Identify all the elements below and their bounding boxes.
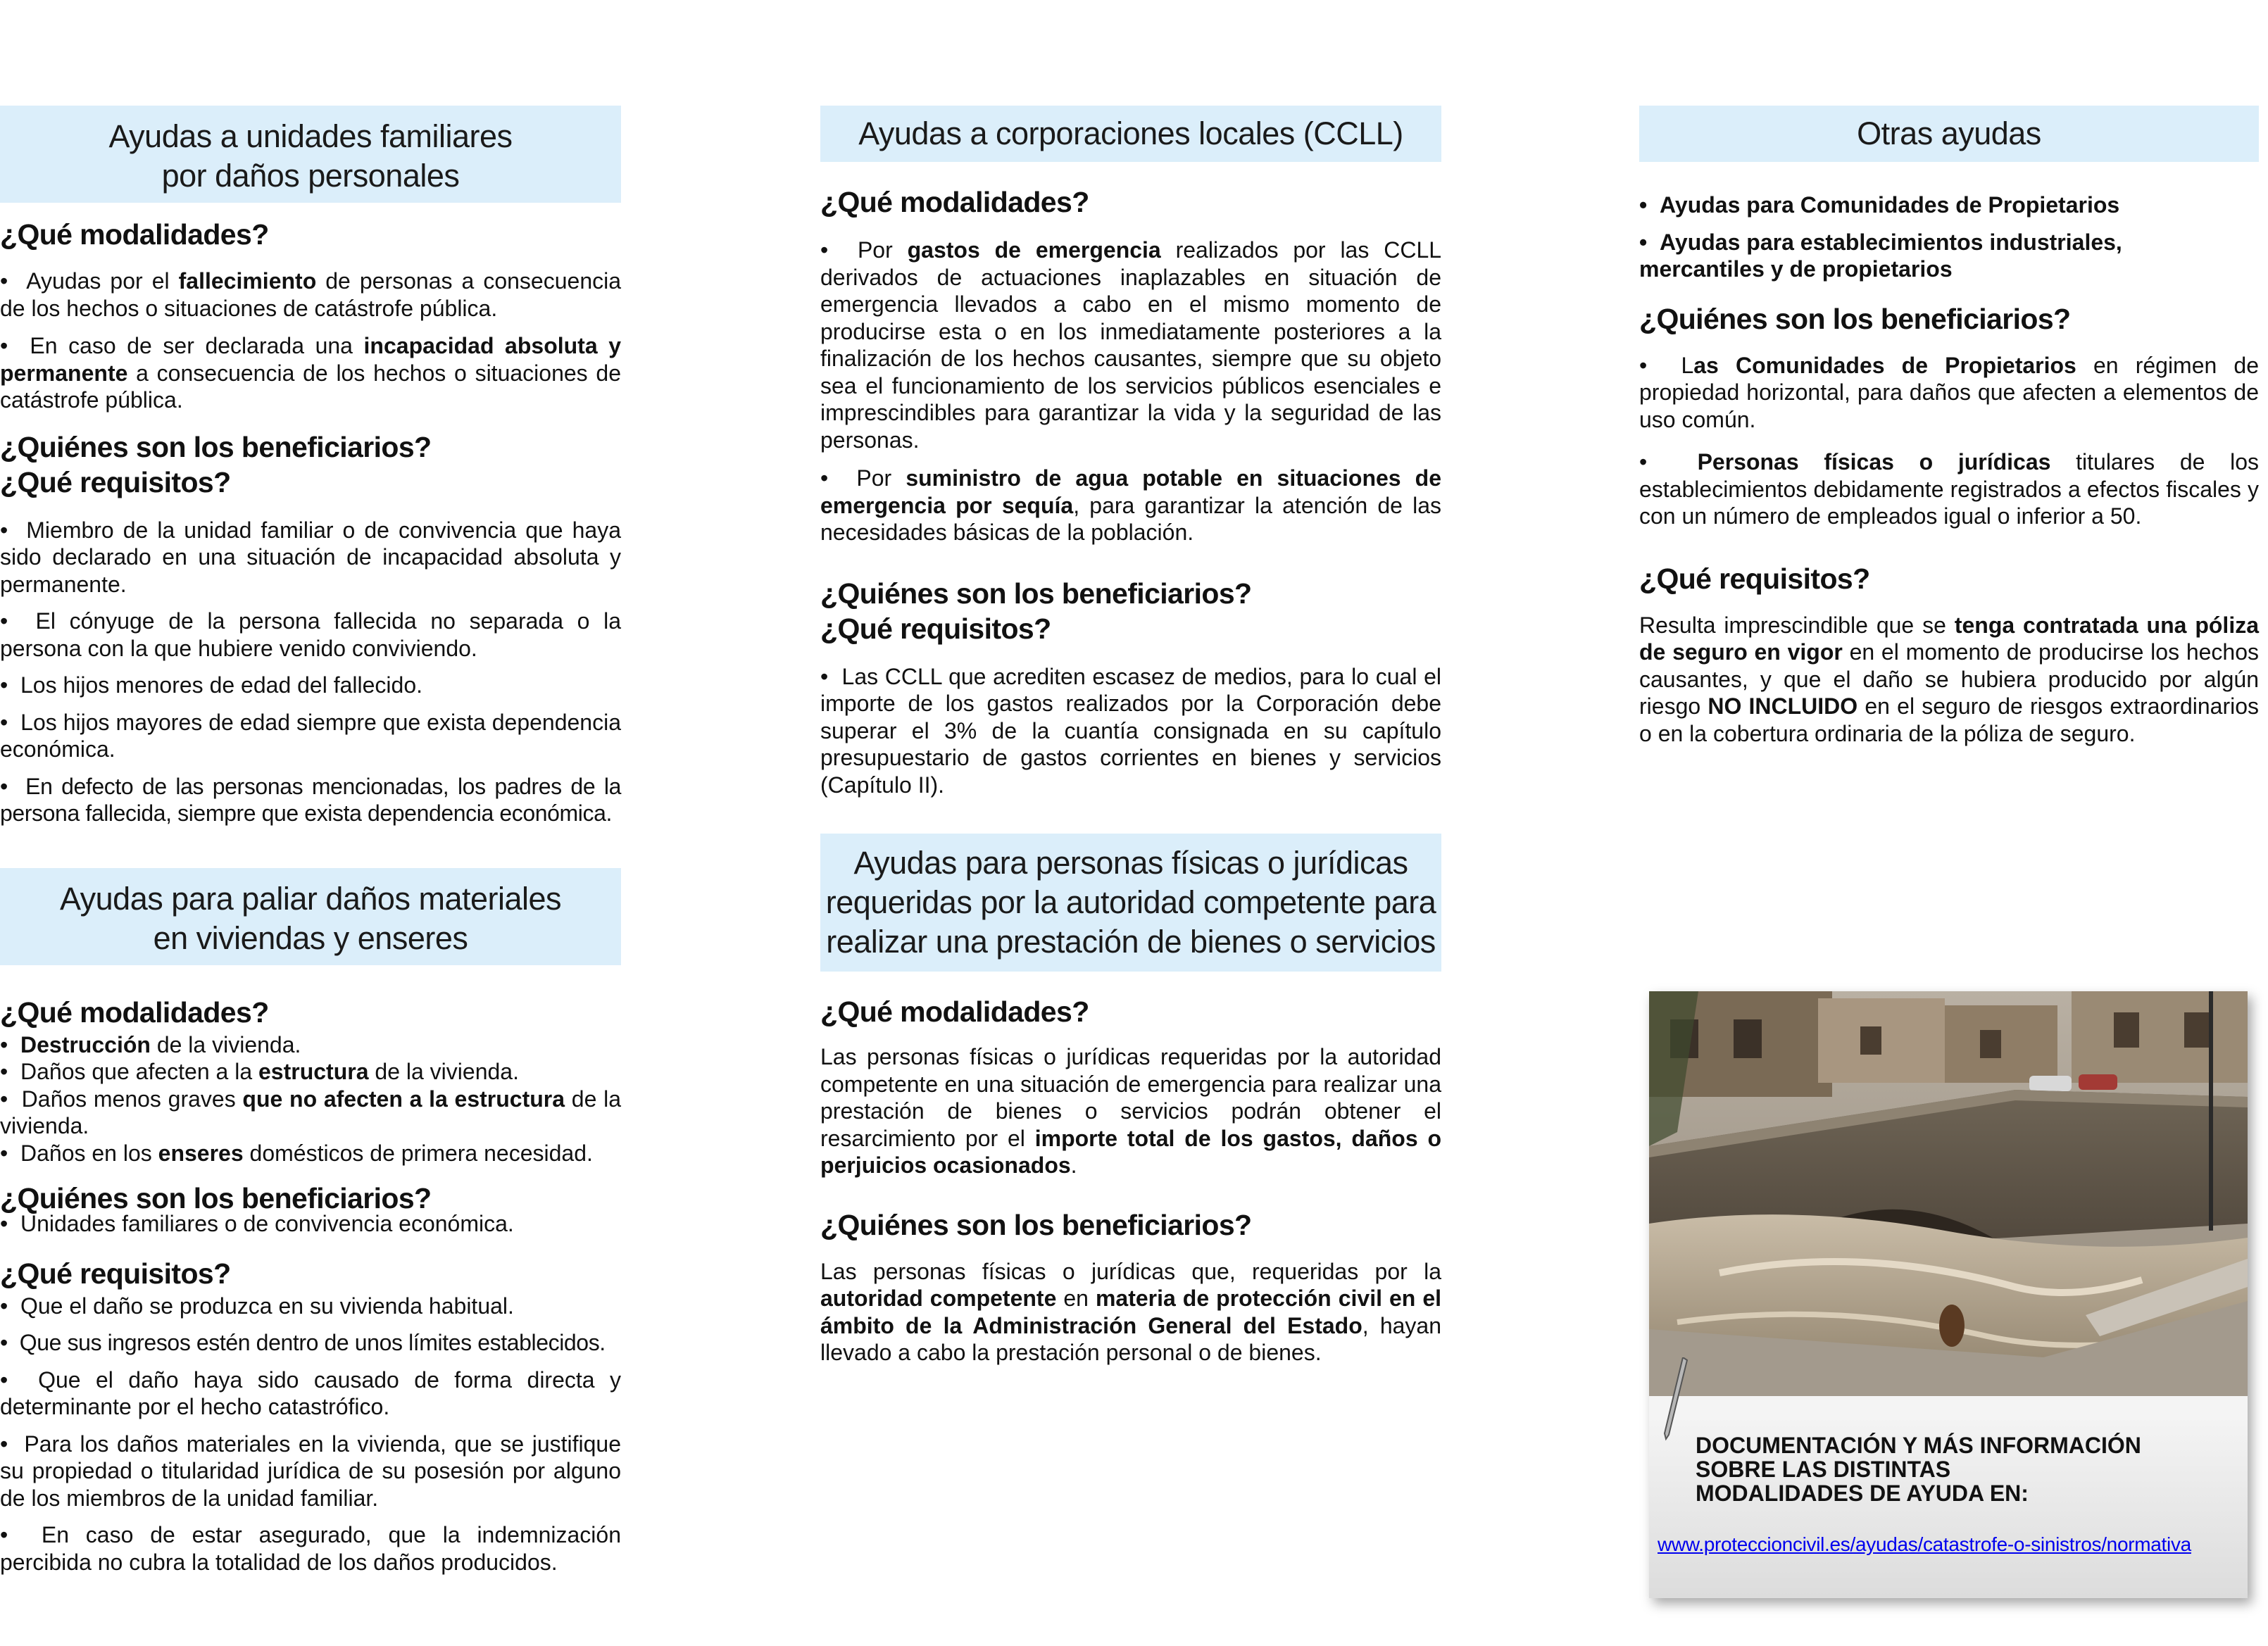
pen-icon [1662,1357,1690,1442]
list-beneficiarios [820,663,1441,799]
list-item: • Por gastos de emergencia realizados por las CCLL derivados de actuaciones inaplazables en situación de emergencia llevados a cabo en el mismo momento de producirse esta o en los inmediatamente posteriores a la finalización de los hechos causantes, siempre que su objeto sea el funcionamiento de los servicios públicos esenciales e imprescindibles para garantizar la vida y la seguridad de las personas. [820,237,1441,453]
flood-illustration [1649,991,2248,1396]
heading-modalidades: ¿Qué modalidades? [0,218,269,251]
list-item: • En defecto de las personas mencionadas, los padres de la persona fallecida, siempre que exista dependencia económica. [0,773,621,827]
list-modalidades [820,237,1441,546]
section-title-otras-ayudas [1639,106,2259,162]
paragraph-requisitos: Resulta imprescindible que se tenga contratada una póliza de seguro en vigor en el momento de producirse los hechos causantes, y que el daño se hubiera producido por algún riesgo NO INCLUIDO en el seguro de riesgos extraordinarios o en la cobertura ordinaria de la póliza de seguro. [1639,612,2260,746]
section-title-ccll [820,106,1441,162]
title-line: Ayudas para personas físicas o jurídicas [853,845,1408,881]
list-item: • Daños menos graves que no afecten a la estructura de la vivienda. [0,1086,621,1140]
list-item: • Daños en los enseres domésticos de primera necesidad. [0,1140,621,1167]
title-line: Ayudas a corporaciones locales (CCLL) [858,115,1403,151]
list-item: • Miembro de la unidad familiar o de convivencia que haya sido declarado en una situación de incapacidad absoluta y permanente. [0,517,621,598]
section-title-danos-personales [0,106,621,203]
list-item: • El cónyuge de la persona fallecida no separada o la persona con la que hubiere venido conviviendo. [0,608,621,662]
title-line: requeridas por la autoridad competente para [825,884,1436,920]
list-modalidades [0,1031,621,1167]
heading-requisitos: ¿Qué requisitos? [1639,562,1870,595]
section-title-personas-requeridas [820,834,1441,972]
section-title-danos-materiales [0,868,621,965]
list-requisitos [0,1293,621,1576]
documentation-card [1649,991,2248,1598]
list-item: • Personas físicas o jurídicas titulares de los establecimientos debidamente registrados a efectos fiscales y con un número de empleados igual o inferior a 50. [1639,448,2259,530]
heading-beneficiarios: ¿Quiénes son los beneficiarios? [820,1208,1252,1241]
list-item: • Los hijos mayores de edad siempre que exista dependencia económica. [0,709,621,763]
paragraph-modalidades: Las personas físicas o jurídicas requeridas por la autoridad competente en una situación de emergencia para realizar una prestación de bienes o servicios podrán obtener el resarcimiento por el importe total de los gastos, daños o perjuicios ocasionados. [820,1044,1441,1178]
list-item: • Unidades familiares o de convivencia económica. [0,1210,621,1238]
title-line: Ayudas para paliar daños materiales [59,880,562,917]
list-item: • En caso de estar asegurado, que la indemnización percibida no cubra la totalidad de los daños producidos. [0,1521,621,1576]
heading-requisitos: ¿Qué requisitos? [0,1257,231,1290]
list-modalidades [0,268,621,414]
list-item: • En caso de ser declarada una incapacidad absoluta y permanente a consecuencia de los hechos o situaciones de catástrofe pública. [0,332,621,414]
list-item: • Por suministro de agua potable en situaciones de emergencia por sequía, para garantizar la atención de las necesidades básicas de la población. [820,465,1441,546]
title-line: Otras ayudas [1857,115,2041,151]
documentation-title: DOCUMENTACIÓN Y MÁS INFORMACIÓN SOBRE LAS DISTINTAS MODALIDADES DE AYUDA EN: [1696,1433,2141,1506]
heading-beneficiarios-requisitos: ¿Quiénes son los beneficiarios? ¿Qué requisitos? [0,430,432,498]
list-item: • Las CCLL que acrediten escasez de medios, para lo cual el importe de los gastos realizados por la Corporación debe superar el 3% de la cuantía consignada en su capítulo presupuestario de gastos corrientes en bienes y servicios (Capítulo II). [820,663,1441,799]
heading-beneficiarios-requisitos: ¿Quiénes son los beneficiarios? ¿Qué requisitos? [820,577,1252,645]
column-familias [0,106,621,1576]
documentation-link[interactable]: www.proteccioncivil.es/ayudas/catastrofe-o-sinistros/normativa [1658,1533,2191,1555]
list-item: • Para los daños materiales en la vivienda, que se justifique su propiedad o titularidad jurídica de su posesión por alguno de los miembros de la unidad familiar. [0,1431,621,1512]
list-item: • Ayudas por el fallecimiento de personas a consecuencia de los hechos o situaciones de catástrofe pública. [0,268,621,322]
list-item: • Que sus ingresos estén dentro de unos límites establecidos. [0,1329,621,1357]
list-item: • Ayudas para Comunidades de Propietarios [1639,191,2259,219]
list-item: • Destrucción de la vivienda. [0,1031,621,1059]
heading-beneficiarios: ¿Quiénes son los beneficiarios? [1639,302,2071,335]
heading-modalidades: ¿Qué modalidades? [820,995,1089,1028]
heading-beneficiarios: ¿Quiénes son los beneficiarios? [0,1182,432,1214]
title-line: en viviendas y enseres [153,919,468,956]
column-corporaciones [820,106,1441,1367]
list-item: • Los hijos menores de edad del fallecido. [0,672,621,699]
list-item: • Ayudas para establecimientos industriales, mercantiles y de propietarios [1639,229,2259,283]
title-line: realizar una prestación de bienes o servicios [826,924,1436,960]
title-line: Ayudas a unidades familiares [108,118,513,154]
list-otras-ayudas [1639,191,2259,283]
paragraph-beneficiarios: Las personas físicas o jurídicas que, requeridas por la autoridad competente en materia de protección civil en el ámbito de la Administración General del Estado, hayan llevado a cabo la prestación personal o de bienes. [820,1258,1442,1365]
heading-modalidades: ¿Qué modalidades? [0,995,269,1029]
title-line: por daños personales [161,158,460,194]
list-item: • Daños que afecten a la estructura de la vivienda. [0,1058,621,1086]
flood-photo [1649,991,2248,1396]
list-item: • Que el daño haya sido causado de forma directa y determinante por el hecho catastrófico. [0,1367,621,1421]
heading-modalidades: ¿Qué modalidades? [820,186,1089,218]
list-item: • Que el daño se produzca en su vivienda habitual. [0,1293,621,1320]
column-otras-ayudas [1639,106,2259,747]
list-beneficiarios [0,517,621,827]
list-item: • Las Comunidades de Propietarios en régimen de propiedad horizontal, para daños que afecten a elementos de uso común. [1639,352,2259,434]
list-beneficiarios [1639,352,2259,530]
